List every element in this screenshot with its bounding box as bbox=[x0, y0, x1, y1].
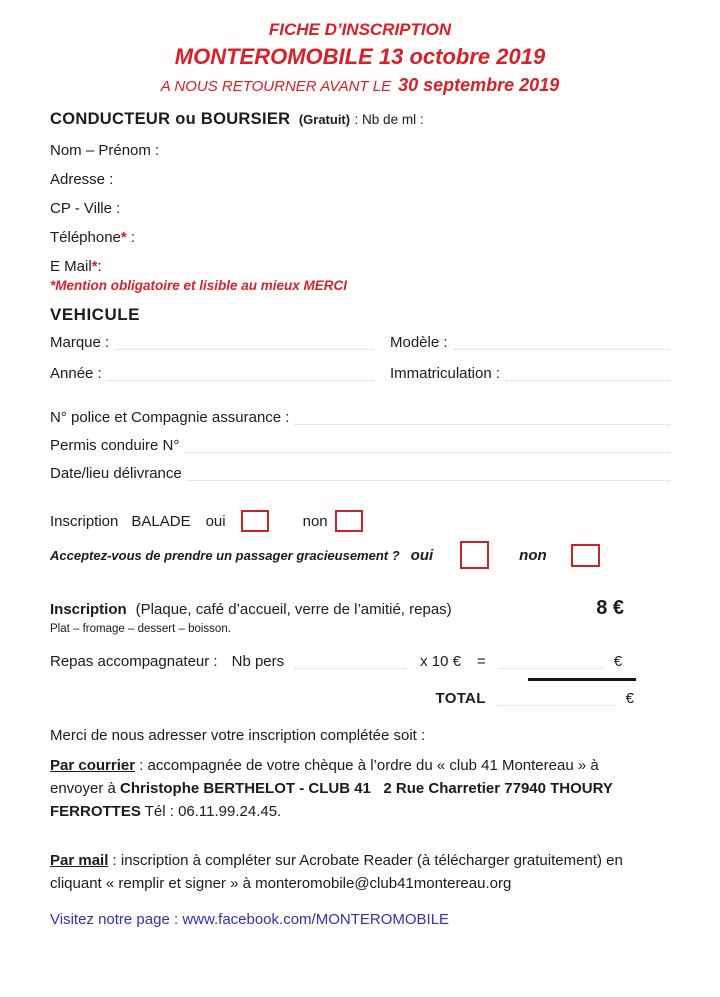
repas-amount-input-area[interactable] bbox=[500, 668, 604, 669]
telephone-label: Téléphone* : bbox=[50, 229, 136, 246]
marque-field bbox=[50, 334, 390, 352]
contact-email[interactable]: monteromobile@club41montereau.org bbox=[255, 875, 512, 892]
form-title: FICHE D’INSCRIPTION bbox=[268, 20, 452, 39]
immatriculation-input-area[interactable] bbox=[506, 380, 670, 381]
total-input-area[interactable] bbox=[498, 705, 616, 706]
deadline-date: 30 septembre 2019 bbox=[398, 75, 560, 95]
inscription-price-value: 8 € bbox=[596, 597, 624, 619]
event-title: MONTEROMOBILE 13 octobre 2019 bbox=[174, 44, 546, 69]
par-courrier-label: Par courrier bbox=[50, 757, 136, 774]
inscription-price-label: Inscription bbox=[50, 601, 127, 618]
passenger-oui-checkbox[interactable] bbox=[460, 541, 489, 569]
par-courrier-text: : accompagnée de votre chèque à l’ordre du « club 41 Montereau » à envoyer à bbox=[50, 757, 599, 797]
delivrance-field bbox=[50, 465, 670, 483]
courrier-phone: Tél : 06.11.99.24.45. bbox=[140, 803, 282, 820]
email-label: E Mail*: bbox=[50, 258, 102, 275]
telephone-field bbox=[50, 229, 670, 246]
required-fields-note: *Mention obligatoire et lisible au mieux MERCI bbox=[50, 278, 348, 293]
marque-label: Marque : bbox=[50, 334, 110, 351]
modele-input-area[interactable] bbox=[454, 349, 670, 350]
facebook-line bbox=[50, 910, 670, 930]
driver-section-title bbox=[50, 109, 670, 130]
permis-field bbox=[50, 437, 670, 455]
euro-sign: € bbox=[613, 653, 623, 670]
total-euro-sign: € bbox=[625, 690, 634, 707]
repas-accompagnateur-row bbox=[50, 652, 670, 672]
par-mail-label: Par mail bbox=[50, 852, 109, 869]
merci-instruction: Merci de nous adresser votre inscription complétée soit : bbox=[50, 727, 426, 744]
balade-registration-row bbox=[50, 509, 670, 533]
cp-ville-field bbox=[50, 200, 670, 217]
repas-label: Repas accompagnateur : bbox=[50, 653, 218, 670]
balade-non-label: non bbox=[302, 512, 328, 530]
modele-field bbox=[390, 334, 670, 352]
marque-input-area[interactable] bbox=[115, 349, 374, 350]
equals-sign: = bbox=[477, 653, 486, 670]
immatriculation-field bbox=[390, 365, 670, 383]
nom-prenom-field bbox=[50, 142, 670, 159]
annee-field bbox=[50, 365, 390, 383]
passenger-non-checkbox[interactable] bbox=[571, 544, 600, 567]
inscription-price-detail: (Plaque, café d’accueil, verre de l’amitié, repas) bbox=[135, 601, 452, 618]
facebook-prompt: Visitez notre page : bbox=[50, 911, 183, 928]
immatriculation-label: Immatriculation : bbox=[390, 365, 501, 382]
delivrance-input-area[interactable] bbox=[188, 480, 670, 481]
permis-label: Permis conduire N° bbox=[50, 437, 180, 454]
passenger-question-label: Acceptez-vous de prendre un passager gracieusement ? bbox=[50, 547, 400, 563]
passenger-oui-label: oui bbox=[410, 546, 434, 564]
required-asterisk: * bbox=[91, 258, 98, 275]
balade-name-label: BALADE bbox=[131, 512, 191, 530]
police-assurance-label: N° police et Compagnie assurance : bbox=[50, 409, 290, 426]
total-label: TOTAL bbox=[435, 690, 486, 707]
balade-inscription-label: Inscription bbox=[50, 512, 119, 530]
adresse-label: Adresse : bbox=[50, 171, 114, 188]
return-prefix: A NOUS RETOURNER AVANT LE bbox=[160, 78, 392, 95]
total-row bbox=[50, 690, 634, 708]
menu-note: Plat – fromage – dessert – boisson. bbox=[50, 623, 231, 635]
nb-pers-input-area[interactable] bbox=[294, 668, 406, 669]
modele-label: Modèle : bbox=[390, 334, 448, 351]
required-asterisk: * bbox=[120, 229, 127, 246]
times-label: x 10 € bbox=[420, 653, 462, 670]
balade-non-checkbox[interactable] bbox=[335, 510, 363, 532]
police-assurance-input-area[interactable] bbox=[295, 424, 670, 425]
total-separator-line bbox=[528, 678, 636, 681]
par-mail-paragraph bbox=[50, 849, 638, 895]
adresse-input-area[interactable] bbox=[113, 184, 670, 188]
courrier-address: Christophe BERTHELOT - CLUB 41 2 Rue Charretier 77940 THOURY FERROTTES bbox=[50, 780, 613, 820]
email-field bbox=[50, 258, 670, 275]
passenger-non-label: non bbox=[519, 546, 547, 564]
nom-prenom-input-area[interactable] bbox=[159, 155, 670, 159]
vehicle-section-title: VEHICULE bbox=[50, 305, 140, 324]
facebook-link[interactable]: www.facebook.com/MONTEROMOBILE bbox=[182, 911, 450, 928]
vehicle-grid bbox=[50, 334, 670, 383]
passenger-question-row bbox=[50, 541, 670, 569]
inscription-price-row bbox=[50, 597, 670, 620]
driver-title-label: CONDUCTEUR ou BOURSIER bbox=[50, 110, 291, 128]
telephone-input-area[interactable] bbox=[135, 242, 670, 246]
annee-label: Année : bbox=[50, 365, 102, 382]
cp-ville-input-area[interactable] bbox=[120, 213, 670, 217]
police-assurance-field bbox=[50, 409, 670, 427]
return-deadline-note bbox=[50, 75, 670, 97]
delivrance-label: Date/lieu délivrance bbox=[50, 465, 182, 482]
adresse-field bbox=[50, 171, 670, 188]
cp-ville-label: CP - Ville : bbox=[50, 200, 121, 217]
nb-pers-label: Nb pers bbox=[231, 653, 285, 670]
email-input-area[interactable] bbox=[102, 271, 670, 275]
annee-input-area[interactable] bbox=[108, 380, 374, 381]
par-mail-text: : inscription à compléter sur Acrobate Reader (à télécharger gratuitement) en cliquant « remplir et signer » à bbox=[50, 852, 623, 892]
permis-input-area[interactable] bbox=[185, 452, 670, 453]
nom-prenom-label: Nom – Prénom : bbox=[50, 142, 160, 159]
gratuit-label: (Gratuit) bbox=[298, 112, 351, 127]
balade-oui-checkbox[interactable] bbox=[241, 510, 269, 532]
balade-oui-label: oui bbox=[205, 512, 226, 530]
nb-ml-label: : Nb de ml : bbox=[354, 112, 424, 127]
par-courrier-paragraph bbox=[50, 754, 638, 823]
